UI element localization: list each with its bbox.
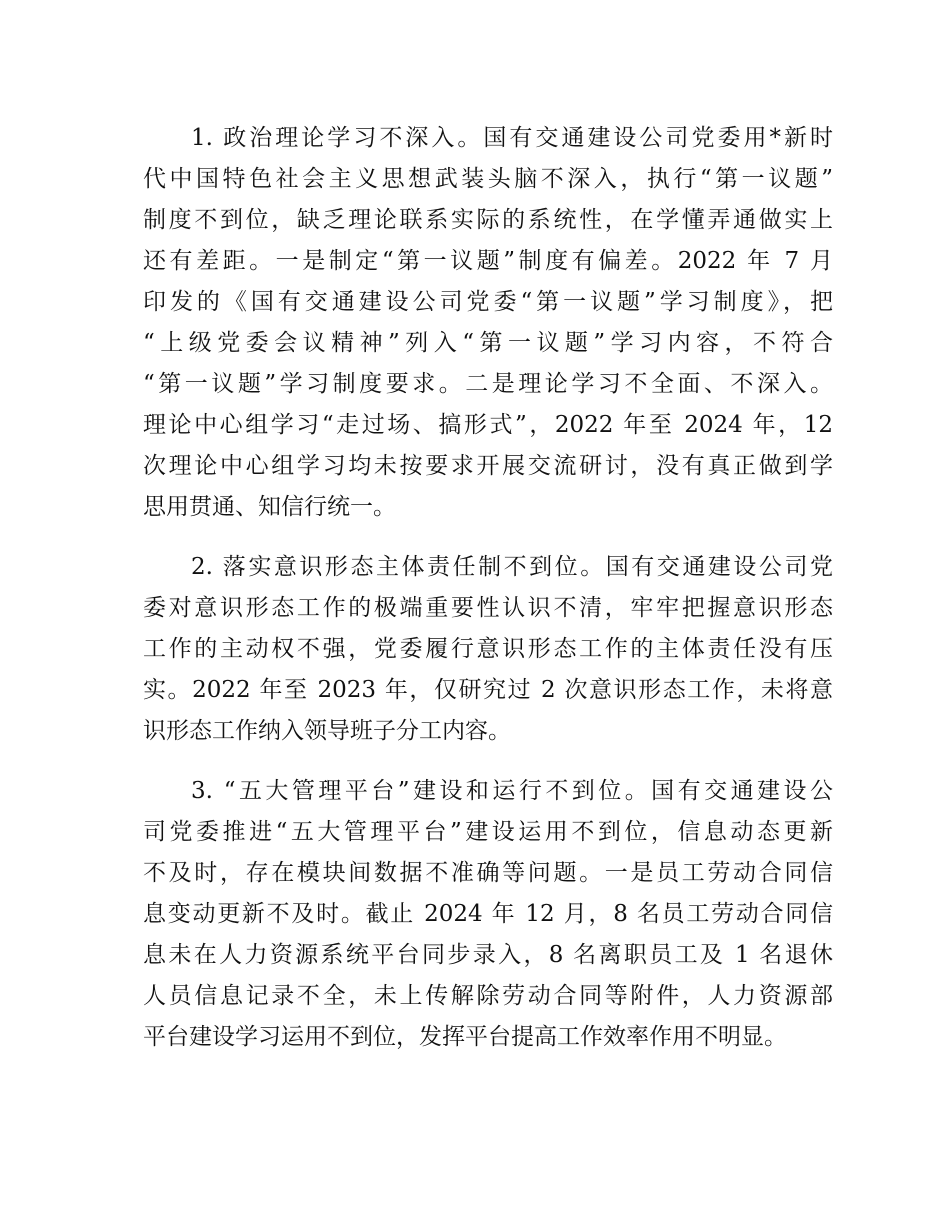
text-line: 人员信息记录不全，未上传解除劳动合同等附件，人力资源部: [143, 983, 833, 1009]
text-line: “第一议题”学习制度要求。二是理论学习不全面、不深入。: [143, 371, 833, 397]
text-line: 次理论中心组学习均未按要求开展交流研讨，没有真正做到学: [143, 453, 833, 479]
text-line: 委对意识形态工作的极端重要性认识不清，牢牢把握意识形态: [143, 595, 833, 621]
text-line: 实。2022 年至 2023 年，仅研究过 2 次意识形态工作，未将意: [143, 677, 833, 703]
text-line: 思用贯通、知信行统一。: [143, 494, 396, 520]
text-line: 理论中心组学习“走过场、搞形式”，2022 年至 2024 年，12: [143, 412, 833, 438]
text-line: 印发的《国有交通建设公司党委“第一议题”学习制度》，把: [143, 289, 833, 315]
text-line: 1. 政治理论学习不深入。国有交通建设公司党委用*新时: [191, 125, 833, 151]
text-line: “上级党委会议精神”列入“第一议题”学习内容，不符合: [143, 330, 833, 356]
text-line: 司党委推进“五大管理平台”建设运用不到位，信息动态更新: [143, 819, 833, 845]
text-line: 识形态工作纳入领导班子分工内容。: [143, 718, 511, 744]
document-body: [143, 118, 833, 1077]
text-line: 工作的主动权不强，党委履行意识形态工作的主体责任没有压: [143, 636, 833, 662]
text-line: 不及时，存在模块间数据不准确等问题。一是员工劳动合同信: [143, 860, 833, 886]
text-line: 平台建设学习运用不到位，发挥平台提高工作效率作用不明显。: [143, 1024, 787, 1050]
text-line: 息变动更新不及时。截止 2024 年 12 月，8 名员工劳动合同信: [143, 901, 833, 927]
paragraph-1: [143, 118, 833, 528]
paragraph-3: [143, 771, 833, 1058]
text-line: 息未在人力资源系统平台同步录入，8 名离职员工及 1 名退休: [143, 942, 833, 968]
text-line: 3. “五大管理平台”建设和运行不到位。国有交通建设公: [191, 778, 833, 804]
text-line: 还有差距。一是制定“第一议题”制度有偏差。2022 年 7 月: [143, 248, 833, 274]
text-line: 代中国特色社会主义思想武装头脑不深入，执行“第一议题”: [143, 166, 833, 192]
text-line: 2. 落实意识形态主体责任制不到位。国有交通建设公司党: [191, 554, 833, 580]
paragraph-2: [143, 547, 833, 752]
text-line: 制度不到位，缺乏理论联系实际的系统性，在学懂弄通做实上: [143, 207, 833, 233]
